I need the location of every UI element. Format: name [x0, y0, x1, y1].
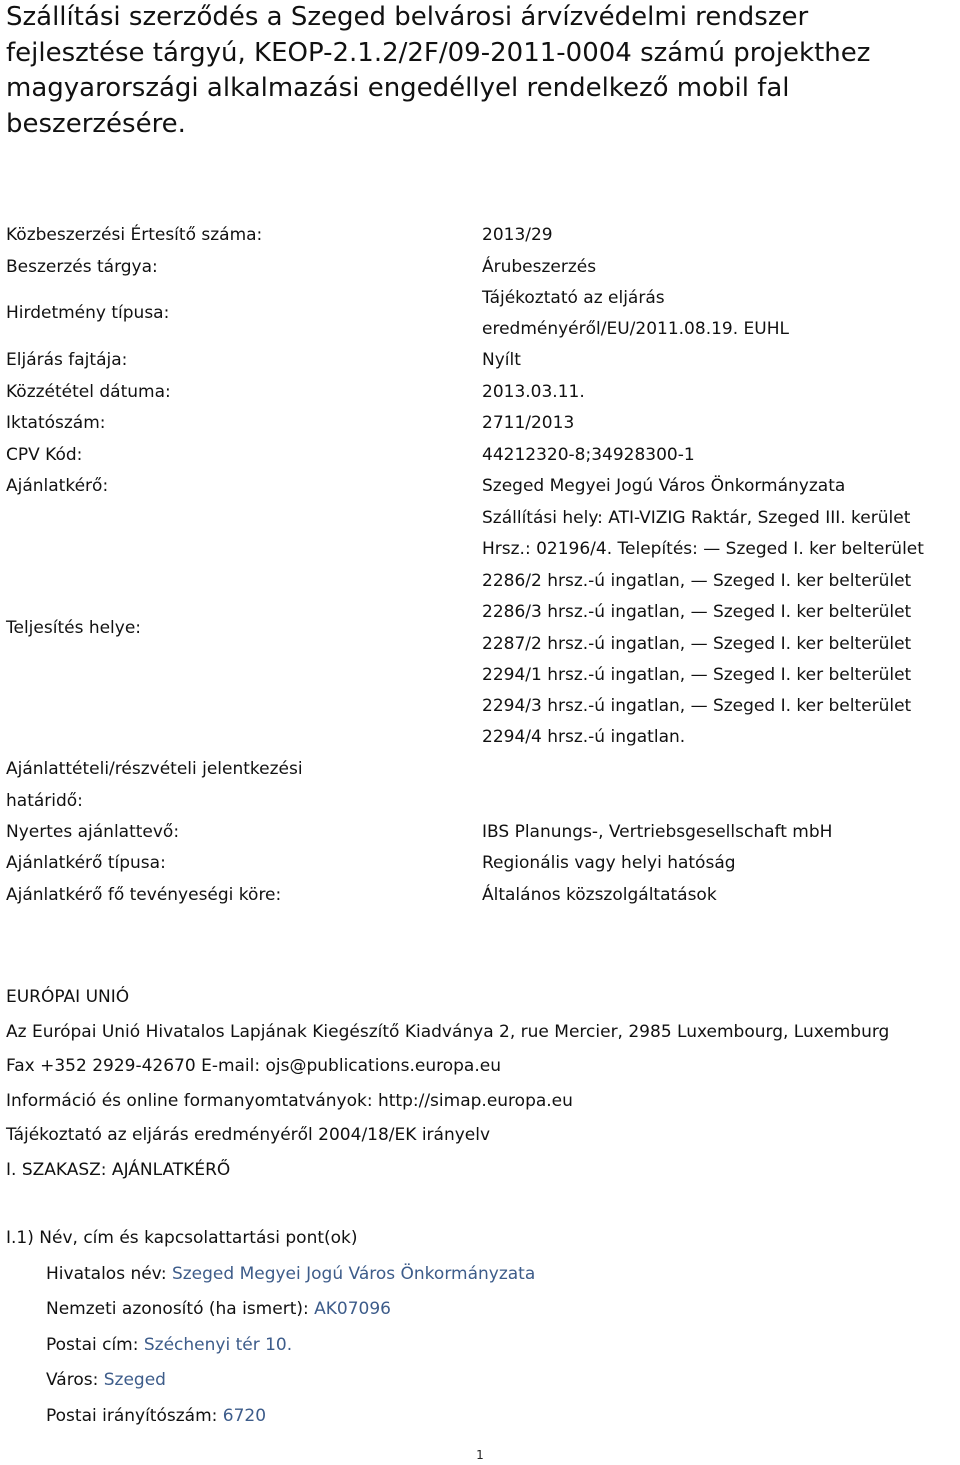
- ajanlatkero-label: Ajánlatkérő:: [6, 476, 109, 496]
- section-heading: I. SZAKASZ: AJÁNLATKÉRŐ: [6, 1159, 231, 1180]
- section-1-1-heading: I.1) Név, cím és kapcsolattartási pont(ok): [6, 1228, 358, 1248]
- document-title: Szállítási szerződés a Szeged belvárosi árvízvédelmi rendszer fejlesztése tárgyú, KEOP-2.1.2/2F/09-2011-0004 számú projekthez magyarországi alkalmazási engedéllyel rendelkező mobil fal beszerzésére.: [6, 2, 871, 139]
- field-row-hivatalos-nev: [46, 1257, 946, 1293]
- field-value: Szeged: [103, 1370, 166, 1390]
- field-row-iranyitoszam: [46, 1399, 946, 1435]
- field-label: Város:: [46, 1370, 104, 1390]
- hatarido-label-line1: Ajánlattételi/részvételi jelentkezési: [6, 759, 303, 779]
- eu-heading: EURÓPAI UNIÓ: [6, 987, 130, 1007]
- page-number: 1: [476, 1448, 484, 1462]
- field-value: 6720: [222, 1405, 267, 1426]
- iktato-label: Iktatószám:: [6, 413, 106, 433]
- tevekenyseg-value: Általános közszolgáltatások: [482, 885, 717, 905]
- datum-label: Közzététel dátuma:: [6, 382, 171, 402]
- field-value: Széchenyi tér 10.: [143, 1334, 293, 1355]
- targy-label: Beszerzés tárgya:: [6, 257, 158, 277]
- eu-address: Az Európai Unió Hivatalos Lapjának Kiegészítő Kiadványa 2, rue Mercier, 2985 Luxembourg, Luxemburg: [6, 1021, 890, 1042]
- eu-header-block: [6, 980, 946, 1187]
- iktato-value: 2711/2013: [482, 413, 575, 433]
- fajta-label: Eljárás fajtája:: [6, 350, 128, 370]
- tipus-value: Regionális vagy helyi hatóság: [482, 853, 736, 873]
- nyertes-label: Nyertes ajánlattevő:: [6, 822, 180, 842]
- teljesites-line: Szállítási hely: ATI-VIZIG Raktár, Szeged III. kerület: [482, 508, 911, 528]
- tipus-label: Ajánlatkérő típusa:: [6, 853, 166, 873]
- teljesites-line: 2286/2 hrsz.-ú ingatlan, — Szeged I. ker belterület: [482, 571, 912, 591]
- teljesites-line: 2294/1 hrsz.-ú ingatlan, — Szeged I. ker belterület: [482, 665, 912, 685]
- teljesites-line: Hrsz.: 02196/4. Telepítés: — Szeged I. ker belterület: [482, 539, 924, 559]
- teljesites-line: 2287/2 hrsz.-ú ingatlan, — Szeged I. ker belterület: [482, 634, 912, 654]
- eu-notice: Tájékoztató az eljárás eredményéről 2004/18/EK irányelv: [6, 1125, 491, 1145]
- field-label: Postai irányítószám:: [46, 1405, 223, 1426]
- tevekenyseg-label: Ajánlatkérő fő tevényeségi köre:: [6, 885, 282, 905]
- ertesito-label: Közbeszerzési Értesítő száma:: [6, 225, 263, 245]
- cpv-value: 44212320-8;34928300-1: [482, 445, 695, 465]
- hirdetmeny-value-line1: Tájékoztató az eljárás: [482, 288, 665, 308]
- eu-info: Információ és online formanyomtatványok: http://simap.europa.eu: [6, 1090, 573, 1111]
- ertesito-value: 2013/29: [482, 225, 553, 245]
- field-value: AK07096: [314, 1299, 391, 1319]
- section-1-block: [6, 1221, 946, 1434]
- teljesites-line: 2294/3 hrsz.-ú ingatlan, — Szeged I. ker belterület: [482, 696, 912, 716]
- hirdetmeny-value-line2: eredményéről/EU/2011.08.19. EUHL: [482, 319, 789, 339]
- ajanlatkero-value: Szeged Megyei Jogú Város Önkormányzata: [482, 476, 846, 496]
- cpv-label: CPV Kód:: [6, 445, 83, 465]
- teljesites-line: 2286/3 hrsz.-ú ingatlan, — Szeged I. ker belterület: [482, 602, 912, 622]
- field-row-postai-cim: [46, 1328, 946, 1364]
- teljesites-label: Teljesítés helye:: [6, 618, 142, 638]
- nyertes-value: IBS Planungs-, Vertriebsgesellschaft mbH: [482, 822, 833, 842]
- field-label: Nemzeti azonosító (ha ismert):: [46, 1299, 315, 1319]
- eu-contact: Fax +352 2929-42670 E-mail: ojs@publications.europa.eu: [6, 1056, 501, 1076]
- field-label: Postai cím:: [46, 1334, 144, 1355]
- field-row-nemzeti-azonosito: [46, 1292, 946, 1328]
- teljesites-line: 2294/4 hrsz.-ú ingatlan.: [482, 727, 686, 747]
- datum-value: 2013.03.11.: [482, 382, 585, 402]
- targy-value: Árubeszerzés: [482, 257, 597, 277]
- hirdetmeny-label: Hirdetmény típusa:: [6, 303, 170, 323]
- field-row-varos: [46, 1363, 946, 1399]
- field-value: Szeged Megyei Jogú Város Önkormányzata: [171, 1263, 536, 1284]
- hatarido-label-line2: határidő:: [6, 791, 83, 811]
- field-label: Hivatalos név:: [46, 1263, 172, 1284]
- fajta-value: Nyílt: [482, 350, 521, 370]
